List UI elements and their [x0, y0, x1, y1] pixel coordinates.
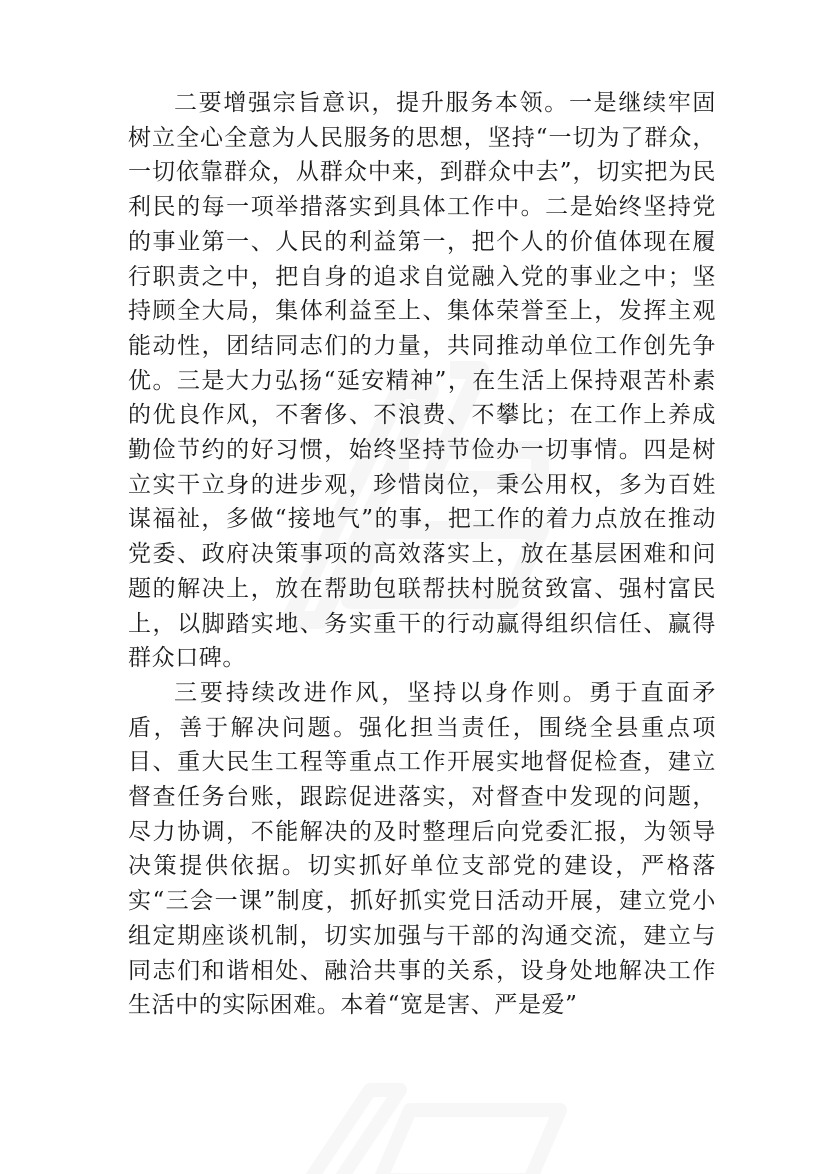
document-body	[128, 86, 716, 1023]
watermark-icon	[260, 1050, 590, 1174]
paragraph-work-style: 三要持续改进作风，坚持以身作则。勇于直面矛盾，善于解决问题。强化担当责任，围绕全县重点项目、重大民生工程等重点工作开展实地督促检查，建立督查任务台账，跟踪促进落实，对督查中发现的问题，尽力协调，不能解决的及时整理后向党委汇报，为领导决策提供依据。切实抓好单位支部党的建设，严格落实“三会一课”制度，抓好抓实党日活动开展，建立党小组定期座谈机制，切实加强与干部的沟通交流，建立与同志们和谐相处、融洽共事的关系，设身处地解决工作生活中的实际困难。本着“宽是害、严是爱”	[128, 679, 716, 1019]
paragraph-service-awareness: 二要增强宗旨意识，提升服务本领。一是继续牢固树立全心全意为人民服务的思想，坚持“一切为了群众，一切依靠群众，从群众中来，到群众中去”，切实把为民利民的每一项举措落实到具体工作中。二是始终坚持党的事业第一、人民的利益第一，把个人的价值体现在履行职责之中，把自身的追求自觉融入党的事业之中；坚持顾全大局，集体利益至上、集体荣誉至上，发挥主观能动性，团结同志们的力量，共同推动单位工作创先争优。三是大力弘扬“延安精神”，在生活上保持艰苦朴素的优良作风，不奢侈、不浪费、不攀比；在工作上养成勤俭节约的好习惯，始终坚持节俭办一切事情。四是树立实干立身的进步观，珍惜岗位，秉公用权，多为百姓谋福祉，多做“接地气”的事，把工作的着力点放在推动党委、政府决策事项的高效落实上，放在基层困难和问题的解决上，放在帮助包联帮扶村脱贫致富、强村富民上，以脚踏实地、务实重干的行动赢得组织信任、赢得群众口碑。	[128, 90, 716, 672]
